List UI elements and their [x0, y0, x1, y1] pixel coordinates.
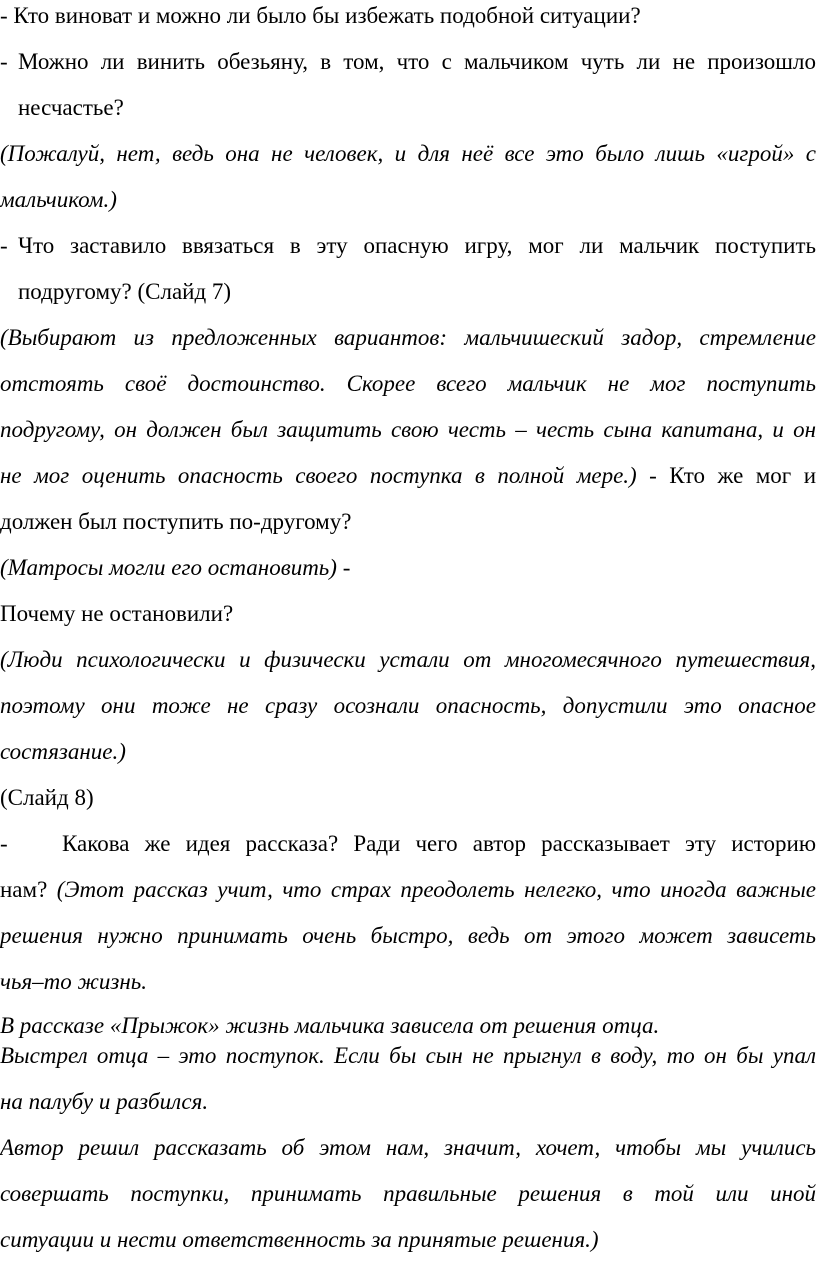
question-text: - Кто же мог и: [636, 463, 816, 488]
question-line-19: [0, 830, 816, 858]
question-line-2: [0, 48, 816, 76]
mixed-line-13: [0, 554, 816, 582]
answer-line-8: (Выбирают из предложенных вариантов: мальчишеский задор, стремление: [0, 325, 816, 350]
answer-line-22: чья–то жизнь.: [0, 969, 147, 994]
answer-line-27: совершать поступки, принимать правильные решения в той или иной: [0, 1181, 816, 1206]
answer-text: (Матросы могли его остановить): [0, 555, 337, 580]
question-text: -: [336, 555, 351, 580]
answer-text: не мог оценить опасность своего поступка в полной мере.): [0, 463, 637, 488]
answer-line-10: подругому, он должен был защитить свою честь – честь сына капитана, и он: [0, 417, 816, 442]
list-dash: -: [0, 49, 8, 74]
question-text: Можно ли винить обезьяну, в том, что с мальчиком чуть ли не произошло: [18, 49, 816, 74]
answer-line-21: решения нужно принимать очень быстро, ведь от этого может зависеть: [0, 923, 816, 948]
answer-line-25: на палубу и разбился.: [0, 1089, 209, 1114]
question-text: нам?: [0, 877, 57, 902]
question-line-6: [0, 232, 816, 260]
question-line-3: несчастье?: [18, 95, 124, 120]
answer-text: (Этот рассказ учит, что страх преодолеть нелегко, что иногда важные: [56, 877, 816, 902]
mixed-line-20: [0, 876, 816, 904]
answer-line-16: поэтому они тоже не сразу осознали опасность, допустили это опасное: [0, 693, 816, 718]
mixed-line-11: [0, 462, 816, 490]
answer-line-4: (Пожалуй, нет, ведь она не человек, и для неё все это было лишь «игрой» с: [0, 141, 816, 166]
list-dash: -: [0, 831, 8, 856]
answer-line-17: состязание.): [0, 739, 126, 764]
question-line-7: подругому? (Слайд 7): [18, 279, 232, 304]
answer-line-23: В рассказе «Прыжок» жизнь мальчика зависела от решения отца.: [0, 1013, 660, 1038]
answer-line-28: ситуации и нести ответственность за принятые решения.): [0, 1227, 599, 1252]
question-text: Какова же идея рассказа? Ради чего автор рассказывает эту историю: [62, 831, 816, 856]
question-line-12: должен был поступить по-другому?: [0, 509, 352, 534]
answer-line-5: мальчиком.): [0, 187, 117, 212]
slide-label: (Слайд 8): [0, 785, 94, 810]
question-text: Что заставило ввязаться в эту опасную игру, мог ли мальчик поступить: [18, 233, 816, 258]
list-dash: -: [0, 233, 8, 258]
answer-line-15: (Люди психологически и физически устали от многомесячного путешествия,: [0, 647, 816, 672]
question-line-1: - Кто виноват и можно ли было бы избежать подобной ситуации?: [0, 3, 641, 28]
answer-line-26: Автор решил рассказать об этом нам, значит, хочет, чтобы мы учились: [0, 1135, 816, 1160]
answer-line-24: Выстрел отца – это поступок. Если бы сын не прыгнул в воду, то он бы упал: [0, 1043, 816, 1068]
answer-line-9: отстоять своё достоинство. Скорее всего мальчик не мог поступить: [0, 371, 816, 396]
question-line-14: Почему не остановили?: [0, 601, 234, 626]
